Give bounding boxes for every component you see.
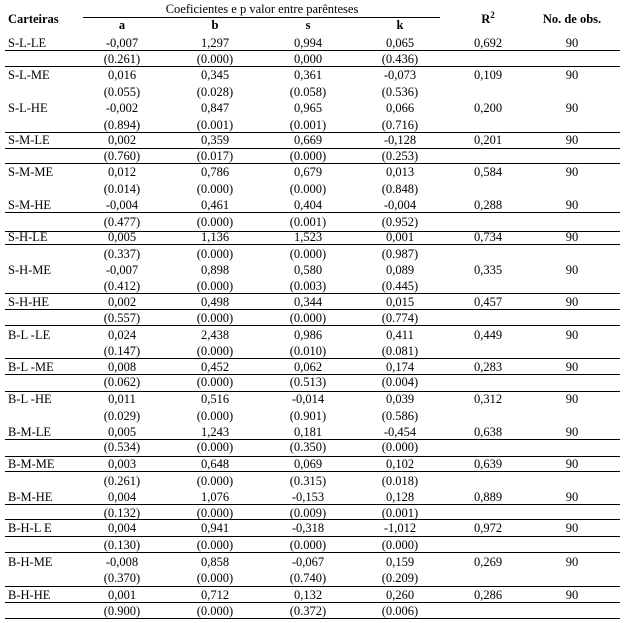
obs-count: 90 [565, 328, 579, 342]
coefficient-k: 0,039 [385, 392, 415, 406]
header-obs: No. de obs. [542, 12, 602, 26]
coefficient-b: 0,648 [200, 457, 230, 471]
r2-value: 0,638 [473, 425, 503, 439]
p-value-b: (0.000) [196, 311, 234, 325]
coefficient-s: 0,069 [293, 457, 323, 471]
portfolio-label: S-L-LE [8, 36, 47, 50]
p-value-k: (0.536) [381, 85, 419, 99]
p-value-s: (0.350) [289, 440, 327, 454]
obs-count: 90 [565, 133, 579, 147]
header-col-b: b [211, 18, 219, 32]
p-value-a: (0.029) [103, 409, 141, 423]
row-divider [5, 163, 620, 164]
p-value-k: (0.445) [381, 279, 419, 293]
p-value-k: (0.987) [381, 247, 419, 261]
p-value-a: (0.055) [103, 85, 141, 99]
coefficient-k: -0,454 [383, 425, 417, 439]
coefficient-k: 0,013 [385, 165, 415, 179]
header-col-s: s [305, 18, 311, 32]
p-value-s: (0.001) [289, 215, 327, 229]
portfolio-label: B-H-L E [8, 521, 52, 535]
coefficient-b: 0,898 [200, 263, 230, 277]
coefficient-s: -0,318 [291, 521, 325, 535]
row-divider [5, 244, 620, 245]
obs-count: 90 [565, 392, 579, 406]
coefficient-b: 0,516 [200, 392, 230, 406]
r2-value: 0,734 [473, 230, 503, 244]
coefficient-a: 0,002 [107, 133, 137, 147]
coefficient-k: 0,001 [385, 230, 415, 244]
p-value-b: (0.000) [196, 215, 234, 229]
coefficient-b: 1,076 [200, 490, 230, 504]
coefficient-a: -0,002 [105, 101, 139, 115]
p-value-b: (0.000) [196, 506, 234, 520]
p-value-b: (0.000) [196, 52, 234, 66]
coefficient-s: -0,153 [291, 490, 325, 504]
coefficient-b: 0,712 [200, 588, 230, 602]
coefficient-b: 0,847 [200, 101, 230, 115]
portfolio-label: B-H-HE [8, 588, 51, 602]
p-value-s: (0.372) [289, 604, 327, 618]
p-value-a: (0.261) [103, 474, 141, 488]
coefficient-k: 0,159 [385, 555, 415, 569]
r2-value: 0,449 [473, 328, 503, 342]
r2-value: 0,584 [473, 165, 503, 179]
p-value-a: (0.894) [103, 118, 141, 132]
coefficient-a: 0,001 [107, 588, 137, 602]
row-divider [5, 309, 620, 310]
coefficient-k: -1,012 [383, 521, 417, 535]
coefficient-a: 0,024 [107, 328, 137, 342]
row-divider [5, 471, 620, 472]
row-divider [5, 50, 620, 51]
coefficient-a: -0,007 [105, 263, 139, 277]
coefficient-k: 0,089 [385, 263, 415, 277]
obs-count: 90 [565, 230, 579, 244]
p-value-k: (0.253) [381, 149, 419, 163]
coefficient-b: 1,136 [200, 230, 230, 244]
row-divider [5, 536, 620, 537]
p-value-k: (0.001) [381, 506, 419, 520]
coefficient-a: 0,011 [108, 392, 136, 406]
portfolio-label: B-M-HE [8, 490, 53, 504]
p-value-a: (0.337) [103, 247, 141, 261]
coefficient-a: 0,003 [107, 457, 137, 471]
portfolio-label: S-M-LE [8, 133, 50, 147]
coefficient-b: 0,498 [200, 295, 230, 309]
p-value-a: (0.534) [103, 440, 141, 454]
p-value-a: (0.014) [103, 182, 141, 196]
header-r2-base: R [481, 12, 491, 26]
p-value-a: (0.370) [103, 571, 141, 585]
coefficient-k: 0,128 [385, 490, 415, 504]
p-value-a: (0.900) [103, 604, 141, 618]
coefficient-k: 0,065 [385, 36, 415, 50]
coefficient-b: 0,452 [200, 360, 230, 374]
obs-count: 90 [565, 68, 579, 82]
p-value-b: (0.028) [196, 85, 234, 99]
obs-count: 90 [565, 521, 579, 535]
p-value-k: (0.000) [381, 538, 419, 552]
p-value-s: (0.010) [289, 344, 327, 358]
coefficient-k: -0,073 [383, 68, 417, 82]
r2-value: 0,269 [473, 555, 503, 569]
portfolio-label: B-M-ME [8, 457, 55, 471]
p-value-a: (0.147) [103, 344, 141, 358]
p-value-s: (0.001) [289, 118, 327, 132]
p-value-k: (0.081) [381, 344, 419, 358]
p-value-s: (0.513) [289, 375, 327, 389]
p-value-s: (0.000) [289, 149, 327, 163]
r2-value: 0,335 [473, 263, 503, 277]
obs-count: 90 [565, 36, 579, 50]
p-value-k: (0.209) [381, 571, 419, 585]
coefficient-b: 0,941 [200, 521, 230, 535]
coefficient-k: 0,411 [386, 328, 414, 342]
coefficient-s: 0,344 [293, 295, 323, 309]
row-divider [5, 212, 620, 213]
r2-value: 0,312 [473, 392, 503, 406]
coefficient-a: 0,016 [107, 68, 137, 82]
coefficient-s: 0,132 [293, 588, 323, 602]
row-divider [5, 66, 620, 67]
p-value-s: (0.009) [289, 506, 327, 520]
p-value-b: (0.000) [196, 279, 234, 293]
coefficient-s: 0,994 [293, 36, 323, 50]
coefficient-k: 0,260 [385, 588, 415, 602]
coefficient-a: -0,004 [105, 198, 139, 212]
p-value-k: (0.000) [381, 440, 419, 454]
p-value-b: (0.000) [196, 375, 234, 389]
p-value-b: (0.000) [196, 247, 234, 261]
obs-count: 90 [565, 198, 579, 212]
r2-value: 0,286 [473, 588, 503, 602]
portfolio-label: B-L -HE [8, 392, 52, 406]
p-value-a: (0.062) [103, 375, 141, 389]
p-value-s: (0.003) [289, 279, 327, 293]
coefficient-b: 0,858 [200, 555, 230, 569]
p-value-k: (0.018) [381, 474, 419, 488]
portfolio-label: B-H-ME [8, 555, 53, 569]
header-col-a: a [118, 18, 126, 32]
header-col-k: k [396, 18, 404, 32]
p-value-a: (0.477) [103, 215, 141, 229]
coefficient-a: 0,012 [107, 165, 137, 179]
header-r2-sup: 2 [490, 9, 495, 20]
r2-value: 0,639 [473, 457, 503, 471]
portfolio-label: S-M-ME [8, 165, 54, 179]
p-value-k: (0.586) [381, 409, 419, 423]
r2-value: 0,283 [473, 360, 503, 374]
p-value-s: (0.058) [289, 85, 327, 99]
p-value-a: (0.261) [103, 52, 141, 66]
coefficient-b: 0,345 [200, 68, 230, 82]
coefficient-a: -0,008 [105, 555, 139, 569]
coefficient-k: 0,066 [385, 101, 415, 115]
p-value-b: (0.017) [196, 149, 234, 163]
r2-value: 0,457 [473, 295, 503, 309]
obs-count: 90 [565, 360, 579, 374]
p-value-s: (0.000) [289, 247, 327, 261]
coefficient-b: 0,359 [200, 133, 230, 147]
portfolio-label: S-H-ME [8, 263, 52, 277]
coefficient-a: -0,007 [105, 36, 139, 50]
portfolio-label: B-L -ME [8, 360, 54, 374]
obs-count: 90 [565, 263, 579, 277]
coefficient-a: 0,005 [107, 425, 137, 439]
coefficient-s: 0,986 [293, 328, 323, 342]
row-divider [5, 504, 620, 505]
coefficient-b: 0,461 [200, 198, 230, 212]
coefficient-a: 0,008 [107, 360, 137, 374]
coefficient-k: 0,102 [385, 457, 415, 471]
p-value-s: (0.000) [289, 538, 327, 552]
row-divider [5, 325, 620, 326]
p-value-b: (0.000) [196, 344, 234, 358]
coefficient-s: 0,669 [293, 133, 323, 147]
obs-count: 90 [565, 101, 579, 115]
coefficient-s: -0,067 [291, 555, 325, 569]
coefficient-a: 0,002 [107, 295, 137, 309]
coefficient-s: 0,361 [293, 68, 323, 82]
row-divider [5, 358, 620, 359]
obs-count: 90 [565, 490, 579, 504]
p-value-b: (0.000) [196, 571, 234, 585]
coefficient-k: -0,004 [383, 198, 417, 212]
p-value-k: (0.436) [381, 52, 419, 66]
coefficient-s: 0,181 [293, 425, 323, 439]
r2-value: 0,288 [473, 198, 503, 212]
row-divider [5, 618, 620, 619]
coefficient-a: 0,004 [107, 521, 137, 535]
coefficient-s: 0,404 [293, 198, 323, 212]
p-value-b: (0.000) [196, 474, 234, 488]
r2-value: 0,889 [473, 490, 503, 504]
header-portfolios: Carteiras [8, 12, 59, 26]
coefficient-s: 0,965 [293, 101, 323, 115]
p-value-k: (0.952) [381, 215, 419, 229]
coefficient-k: 0,174 [385, 360, 415, 374]
r2-value: 0,200 [473, 101, 503, 115]
row-divider [5, 293, 620, 294]
portfolio-label: B-L -LE [8, 328, 51, 342]
coefficient-k: 0,015 [385, 295, 415, 309]
r2-value: 0,972 [473, 521, 503, 535]
coefficient-s: 0,580 [293, 263, 323, 277]
coefficient-b: 1,243 [200, 425, 230, 439]
p-value-a: (0.130) [103, 538, 141, 552]
portfolio-label: S-H-LE [8, 230, 48, 244]
p-value-s: (0.315) [289, 474, 327, 488]
obs-count: 90 [565, 165, 579, 179]
header-rule [83, 17, 440, 18]
coefficient-b: 1,297 [200, 36, 230, 50]
p-value-b: (0.000) [196, 440, 234, 454]
p-value-b: (0.000) [196, 409, 234, 423]
portfolio-label: S-H-HE [8, 295, 49, 309]
coefficient-s: 0,062 [293, 360, 323, 374]
p-value-k: (0.004) [381, 375, 419, 389]
portfolio-label: S-L-HE [8, 101, 48, 115]
p-value-a: (0.760) [103, 149, 141, 163]
coefficient-a: 0,005 [107, 230, 137, 244]
p-value-s: (0.901) [289, 409, 327, 423]
portfolio-label: S-M-HE [8, 198, 52, 212]
portfolio-label: B-M-LE [8, 425, 52, 439]
p-value-s: (0.740) [289, 571, 327, 585]
p-value-s: 0,000 [293, 52, 323, 66]
coefficient-s: -0,014 [291, 392, 325, 406]
obs-count: 90 [565, 588, 579, 602]
obs-count: 90 [565, 295, 579, 309]
coefficient-s: 0,679 [293, 165, 323, 179]
row-divider [5, 586, 620, 587]
p-value-s: (0.000) [289, 182, 327, 196]
p-value-s: (0.000) [289, 311, 327, 325]
obs-count: 90 [565, 555, 579, 569]
p-value-b: (0.000) [196, 182, 234, 196]
r2-value: 0,109 [473, 68, 503, 82]
p-value-k: (0.774) [381, 311, 419, 325]
coefficient-b: 0,786 [200, 165, 230, 179]
p-value-b: (0.001) [196, 118, 234, 132]
row-divider [5, 552, 620, 553]
p-value-k: (0.848) [381, 182, 419, 196]
coefficient-s: 1,523 [293, 230, 323, 244]
p-value-b: (0.000) [196, 538, 234, 552]
r2-value: 0,692 [473, 36, 503, 50]
header-coef-title: Coeficientes e p valor entre parênteses [165, 2, 359, 16]
coefficient-b: 2,438 [200, 328, 230, 342]
row-divider [5, 602, 620, 603]
coefficient-a: 0,004 [107, 490, 137, 504]
p-value-a: (0.557) [103, 311, 141, 325]
r2-value: 0,201 [473, 133, 503, 147]
portfolio-label: S-L-ME [8, 68, 50, 82]
obs-count: 90 [565, 425, 579, 439]
p-value-k: (0.006) [381, 604, 419, 618]
p-value-a: (0.412) [103, 279, 141, 293]
header-r2 [481, 9, 495, 26]
p-value-b: (0.000) [196, 604, 234, 618]
p-value-a: (0.132) [103, 506, 141, 520]
p-value-k: (0.716) [381, 118, 419, 132]
obs-count: 90 [565, 457, 579, 471]
coefficient-k: -0,128 [383, 133, 417, 147]
